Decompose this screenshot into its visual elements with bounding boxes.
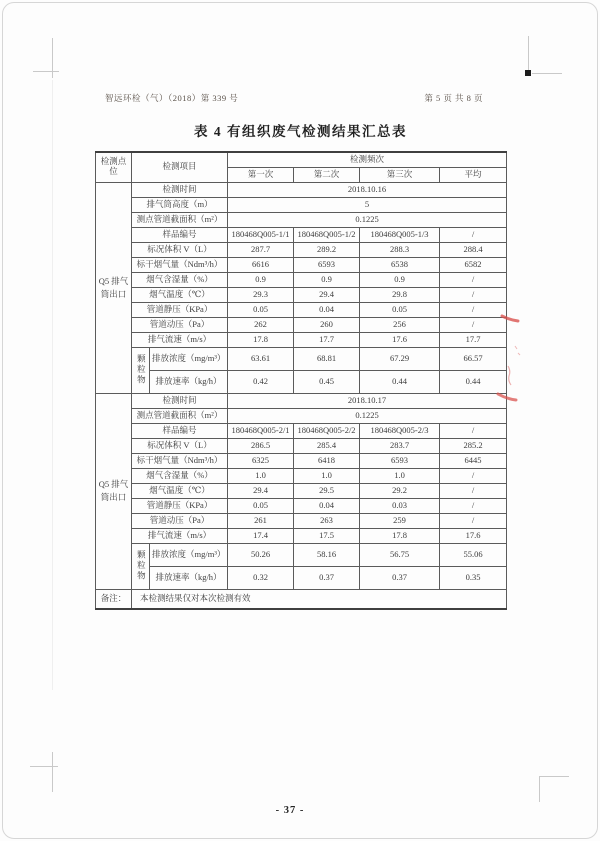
table-row bbox=[96, 453, 507, 468]
row-label: 标干烟气量（Ndm³/h） bbox=[132, 453, 228, 468]
table-row bbox=[96, 317, 507, 332]
table-row bbox=[96, 332, 507, 347]
table-row bbox=[96, 287, 507, 302]
value-cell: 0.35 bbox=[440, 566, 507, 589]
value-cell: 0.05 bbox=[228, 302, 294, 317]
value-cell: 0.1225 bbox=[228, 212, 507, 227]
value-cell: 0.03 bbox=[360, 498, 440, 513]
value-cell: 288.4 bbox=[440, 242, 507, 257]
value-cell: 0.32 bbox=[228, 566, 294, 589]
value-cell: 0.05 bbox=[228, 498, 294, 513]
value-cell: 17.6 bbox=[360, 332, 440, 347]
header-freq-2: 第二次 bbox=[294, 167, 360, 182]
value-cell: 180468Q005-1/1 bbox=[228, 227, 294, 242]
crop-mark-bottom-left-v bbox=[52, 752, 53, 792]
point-cell-section1: Q5 排气筒出口 bbox=[96, 182, 132, 393]
table-row bbox=[96, 468, 507, 483]
value-cell: 66.57 bbox=[440, 347, 507, 370]
particulate-group-label: 颗粒物 bbox=[132, 347, 150, 393]
value-cell: 0.04 bbox=[294, 498, 360, 513]
row-label: 标干烟气量（Ndm³/h） bbox=[132, 257, 228, 272]
value-cell: 0.45 bbox=[294, 370, 360, 393]
row-label: 排气流速（m/s） bbox=[132, 528, 228, 543]
row-label: 标况体积 V（L） bbox=[132, 438, 228, 453]
table-row bbox=[96, 528, 507, 543]
value-cell: 289.2 bbox=[294, 242, 360, 257]
table-row bbox=[96, 513, 507, 528]
value-cell: 67.29 bbox=[360, 347, 440, 370]
header-freq-1: 第一次 bbox=[228, 167, 294, 182]
value-cell: 0.44 bbox=[440, 370, 507, 393]
page-scan-edge bbox=[52, 80, 53, 690]
row-label: 标况体积 V（L） bbox=[132, 242, 228, 257]
value-cell: 29.8 bbox=[360, 287, 440, 302]
header-freq-3: 第三次 bbox=[360, 167, 440, 182]
results-table-wrap bbox=[95, 151, 507, 610]
crop-mark-top-left-h bbox=[33, 71, 59, 72]
header-freq-avg: 平均 bbox=[440, 167, 507, 182]
value-cell: 287.7 bbox=[228, 242, 294, 257]
table-row-particulate bbox=[96, 543, 507, 566]
table-header-row-1 bbox=[96, 152, 507, 167]
header-frequency: 检测频次 bbox=[228, 152, 507, 167]
crop-mark-top-left-v bbox=[52, 38, 53, 78]
value-cell: 0.05 bbox=[360, 302, 440, 317]
row-label: 排放浓度（mg/m³） bbox=[150, 543, 228, 566]
row-label: 检测时间 bbox=[132, 393, 228, 408]
value-cell: 1.0 bbox=[360, 468, 440, 483]
value-cell: 6418 bbox=[294, 453, 360, 468]
value-cell: 256 bbox=[360, 317, 440, 332]
value-cell: 283.7 bbox=[360, 438, 440, 453]
value-cell: / bbox=[440, 302, 507, 317]
value-cell: 180468Q005-1/2 bbox=[294, 227, 360, 242]
document-header bbox=[105, 92, 483, 104]
table-row bbox=[96, 483, 507, 498]
value-cell: 5 bbox=[228, 197, 507, 212]
value-cell: / bbox=[440, 227, 507, 242]
value-cell: 2018.10.17 bbox=[228, 393, 507, 408]
remark-text: 本检测结果仅对本次检测有效 bbox=[132, 589, 507, 609]
row-label: 烟气温度（℃） bbox=[132, 483, 228, 498]
header-item: 检测项目 bbox=[132, 152, 228, 182]
row-label: 样品编号 bbox=[132, 423, 228, 438]
value-cell: 29.4 bbox=[228, 483, 294, 498]
value-cell: 0.37 bbox=[294, 566, 360, 589]
row-label: 管道动压（Pa） bbox=[132, 513, 228, 528]
value-cell: 0.9 bbox=[360, 272, 440, 287]
remark-row bbox=[96, 589, 507, 609]
crop-mark-top-right-v bbox=[528, 36, 529, 70]
value-cell: 6538 bbox=[360, 257, 440, 272]
value-cell: 0.37 bbox=[360, 566, 440, 589]
particulate-group-label: 颗粒物 bbox=[132, 543, 150, 589]
table-row bbox=[96, 227, 507, 242]
table-row-particulate bbox=[96, 370, 507, 393]
row-label: 管道静压（KPa） bbox=[132, 498, 228, 513]
value-cell: 6616 bbox=[228, 257, 294, 272]
value-cell: 50.26 bbox=[228, 543, 294, 566]
table-row bbox=[96, 197, 507, 212]
value-cell: / bbox=[440, 287, 507, 302]
value-cell: 6582 bbox=[440, 257, 507, 272]
row-label: 样品编号 bbox=[132, 227, 228, 242]
value-cell: 0.04 bbox=[294, 302, 360, 317]
row-label: 排放速率（kg/h） bbox=[150, 370, 228, 393]
value-cell: 285.2 bbox=[440, 438, 507, 453]
value-cell: 263 bbox=[294, 513, 360, 528]
remark-label: 备注： bbox=[96, 589, 132, 609]
table-row bbox=[96, 408, 507, 423]
value-cell: 6593 bbox=[294, 257, 360, 272]
value-cell: 0.1225 bbox=[228, 408, 507, 423]
value-cell: 259 bbox=[360, 513, 440, 528]
value-cell: 17.8 bbox=[360, 528, 440, 543]
table-row bbox=[96, 302, 507, 317]
value-cell: / bbox=[440, 483, 507, 498]
table-row bbox=[96, 423, 507, 438]
header-point: 检测点位 bbox=[96, 152, 132, 182]
red-handwriting-annotation bbox=[494, 308, 530, 408]
value-cell: 55.06 bbox=[440, 543, 507, 566]
crop-mark-bottom-right-v bbox=[539, 776, 540, 802]
value-cell: / bbox=[440, 423, 507, 438]
value-cell: 1.0 bbox=[228, 468, 294, 483]
value-cell: 262 bbox=[228, 317, 294, 332]
value-cell: 29.2 bbox=[360, 483, 440, 498]
value-cell: 180468Q005-2/3 bbox=[360, 423, 440, 438]
row-label: 管道动压（Pa） bbox=[132, 317, 228, 332]
row-label: 烟气含湿量（%） bbox=[132, 272, 228, 287]
value-cell: 29.5 bbox=[294, 483, 360, 498]
value-cell: / bbox=[440, 272, 507, 287]
value-cell: 17.6 bbox=[440, 528, 507, 543]
value-cell: 0.44 bbox=[360, 370, 440, 393]
crop-mark-top-right-h bbox=[532, 73, 562, 74]
table-row-particulate bbox=[96, 566, 507, 589]
value-cell: 180468Q005-1/3 bbox=[360, 227, 440, 242]
page-indicator: 第 5 页 共 8 页 bbox=[424, 93, 483, 103]
row-label: 管道静压（KPa） bbox=[132, 302, 228, 317]
footer-page-number: - 37 - bbox=[275, 805, 305, 816]
value-cell: 0.9 bbox=[294, 272, 360, 287]
value-cell: 29.4 bbox=[294, 287, 360, 302]
value-cell: 17.4 bbox=[228, 528, 294, 543]
table-row bbox=[96, 438, 507, 453]
value-cell: 6593 bbox=[360, 453, 440, 468]
value-cell: 17.8 bbox=[228, 332, 294, 347]
row-label: 测点管道截面积（m²） bbox=[132, 212, 228, 227]
value-cell: 0.42 bbox=[228, 370, 294, 393]
value-cell: 261 bbox=[228, 513, 294, 528]
row-label: 排放浓度（mg/m³） bbox=[150, 347, 228, 370]
table-row bbox=[96, 498, 507, 513]
results-table bbox=[95, 151, 507, 610]
value-cell: 58.16 bbox=[294, 543, 360, 566]
row-label: 排气筒高度（m） bbox=[132, 197, 228, 212]
row-label: 测点管道截面积（m²） bbox=[132, 408, 228, 423]
table-row bbox=[96, 182, 507, 197]
table-title: 表 4 有组织废气检测结果汇总表 bbox=[194, 124, 407, 139]
table-row bbox=[96, 393, 507, 408]
row-label: 排气流速（m/s） bbox=[132, 332, 228, 347]
value-cell: 6325 bbox=[228, 453, 294, 468]
value-cell: 180468Q005-2/2 bbox=[294, 423, 360, 438]
table-row-particulate bbox=[96, 347, 507, 370]
value-cell: 285.4 bbox=[294, 438, 360, 453]
value-cell: 63.61 bbox=[228, 347, 294, 370]
value-cell: 17.5 bbox=[294, 528, 360, 543]
value-cell: 68.81 bbox=[294, 347, 360, 370]
value-cell: 286.5 bbox=[228, 438, 294, 453]
value-cell: 180468Q005-2/1 bbox=[228, 423, 294, 438]
report-number: 智远环检（气）（2018）第 339 号 bbox=[105, 93, 239, 103]
crop-mark-bottom-right-h bbox=[539, 776, 569, 777]
value-cell: / bbox=[440, 468, 507, 483]
value-cell: 0.9 bbox=[228, 272, 294, 287]
value-cell: 1.0 bbox=[294, 468, 360, 483]
crop-mark-bottom-left-h bbox=[30, 766, 58, 767]
table-row bbox=[96, 212, 507, 227]
value-cell: 29.3 bbox=[228, 287, 294, 302]
value-cell: 17.7 bbox=[294, 332, 360, 347]
value-cell: 6445 bbox=[440, 453, 507, 468]
value-cell: 56.75 bbox=[360, 543, 440, 566]
row-label: 烟气含湿量（%） bbox=[132, 468, 228, 483]
registration-dot bbox=[525, 70, 531, 76]
table-row bbox=[96, 242, 507, 257]
value-cell: 2018.10.16 bbox=[228, 182, 507, 197]
row-label: 烟气温度（℃） bbox=[132, 287, 228, 302]
value-cell: 288.3 bbox=[360, 242, 440, 257]
table-row bbox=[96, 272, 507, 287]
value-cell: / bbox=[440, 317, 507, 332]
value-cell: / bbox=[440, 498, 507, 513]
table-row bbox=[96, 257, 507, 272]
point-cell-section2: Q5 排气筒出口 bbox=[96, 393, 132, 589]
value-cell: 260 bbox=[294, 317, 360, 332]
value-cell: 17.7 bbox=[440, 332, 507, 347]
row-label: 排放速率（kg/h） bbox=[150, 566, 228, 589]
value-cell: / bbox=[440, 513, 507, 528]
row-label: 检测时间 bbox=[132, 182, 228, 197]
